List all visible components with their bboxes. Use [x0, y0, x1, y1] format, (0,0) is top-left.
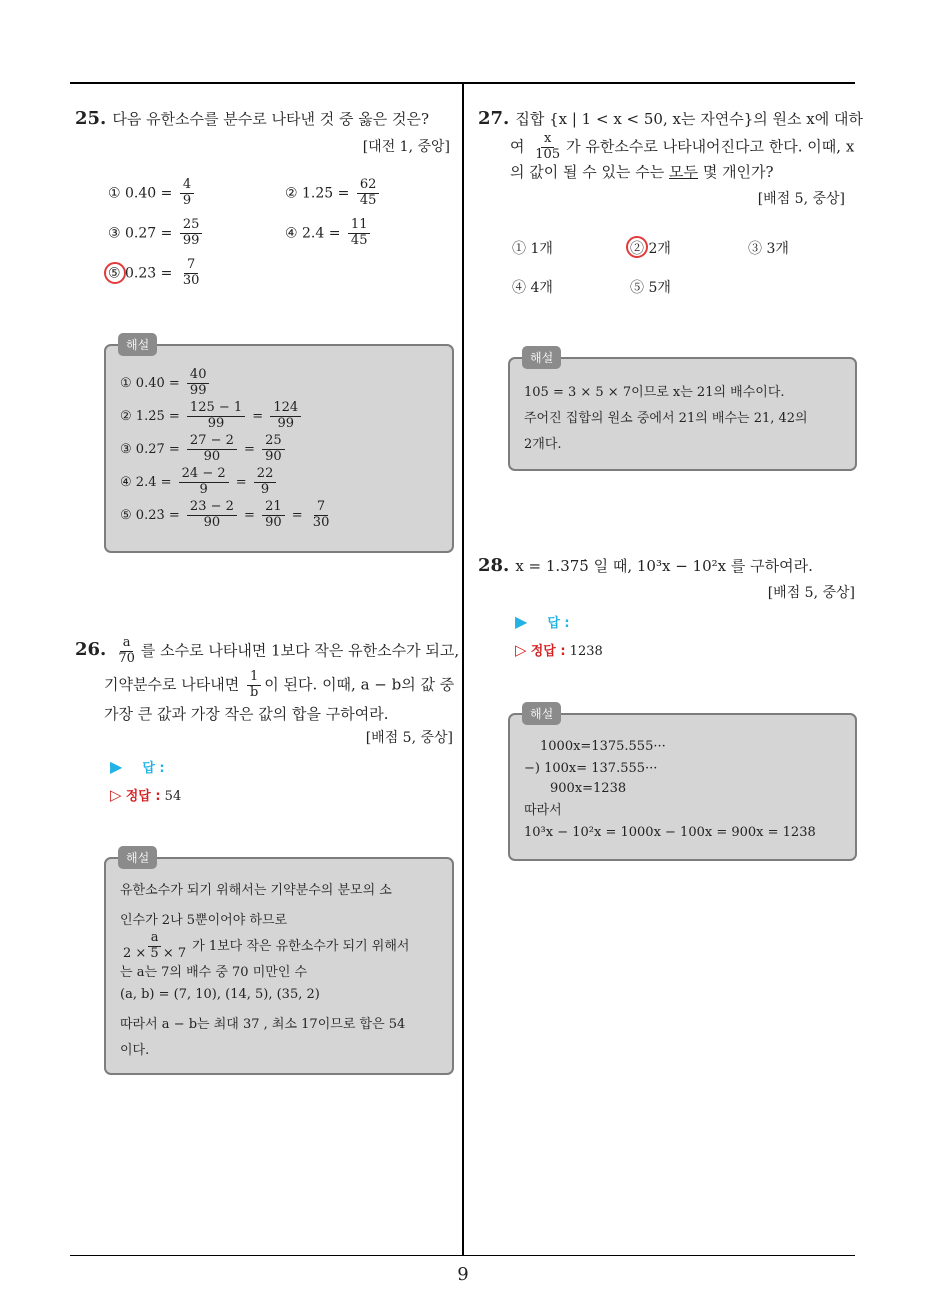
q25-solution-label: 해설 [118, 333, 157, 356]
q27-choice-1[interactable]: ① 1개 [512, 241, 553, 257]
q28-sol-line-4: 따라서 [524, 803, 562, 818]
column-divider [462, 82, 464, 1256]
q25-sol-line-3: ③ 0.27̇ = $\frac{27 - 2}{90}$ = $\frac{25}{90}$ [120, 434, 288, 465]
q26-question-line-3: 가장 큰 값과 가장 작은 값의 합을 구하여라. [104, 705, 389, 723]
choice-mark: ④ [285, 225, 298, 242]
q27-question-line-3: 의 값이 될 수 있는 수는 모두 몇 개인가? [510, 163, 774, 181]
q26-sol-line-3: $\frac{a}{2 \times 5 \times 7}$ 가 1보다 작은 유한소수가 되기 위해서 [123, 930, 410, 961]
q27-choice-2[interactable]: ② 2개 [630, 241, 671, 257]
q27-solution-box [508, 357, 857, 471]
q26-answer-row[interactable]: ▶ 답 : [110, 757, 165, 776]
q27-choice-5[interactable]: ⑤ 5개 [630, 280, 671, 296]
q25-choice-1[interactable] [108, 178, 197, 209]
q26-meta: [배점 5, 중상] [365, 730, 453, 746]
q28-sol-line-2: −) 100x= 137.555··· [524, 761, 658, 776]
q26-number: 26. [75, 639, 107, 661]
triangle-filled-icon: ▶ [515, 612, 528, 631]
q28-question: 28. x = 1.375̇ 일 때, 10³x − 10²x 를 구하여라. [478, 555, 813, 576]
q25-sol-line-1: ① 0.4̇0̇ = $\frac{40}{99}$ [120, 368, 212, 399]
q27-choice-4[interactable]: ④ 4개 [512, 280, 553, 296]
q28-sol-line-1: 1000x=1375.555··· [540, 739, 666, 754]
bottom-rule [70, 1255, 855, 1256]
q25-sol-line-4: ④ 2.4̇ = $\frac{24 - 2}{9}$ = $\frac{22}{9}$ [120, 467, 279, 498]
q26-sol-line-6: 따라서 a − b는 최대 37 , 최소 17이므로 합은 54 [120, 1017, 406, 1032]
correct-answer-circle-icon [104, 262, 126, 284]
q26-sol-line-5: (a, b) = (7, 10), (14, 5), (35, 2) [120, 987, 320, 1002]
choice-lhs: 2.4̇ = [302, 225, 341, 242]
choice-lhs: 0.4̇0̇ = [125, 185, 173, 202]
q27-sol-line-3: 2개다. [524, 437, 562, 452]
q28-sol-line-3: 900x=1238 [550, 781, 627, 796]
q27-question-line-2: 여 $\frac{x}{105}$ 가 유한소수로 나타내어진다고 한다. 이때, x [510, 131, 855, 162]
choice-mark: ② [285, 185, 298, 202]
q26-sol-line-2: 인수가 2나 5뿐이어야 하므로 [120, 913, 288, 928]
page-number: 9 [457, 1264, 469, 1285]
q26-sol-line-1: 유한소수가 되기 위해서는 기약분수의 분모의 소 [120, 883, 392, 898]
q26-question-line-1: 26. $\frac{a}{70}$ 를 소수로 나타내면 1보다 작은 유한소수가 되고, [75, 635, 460, 666]
q27-sol-line-1: 105 = 3 × 5 × 7이므로 x는 21의 배수이다. [524, 385, 785, 400]
q27-number: 27. [478, 108, 510, 129]
q25-sol-line-5: ⑤ 0.23̇ = $\frac{23 - 2}{90}$ = $\frac{21}{90}$ = $\frac{7}{30}$ [120, 499, 330, 530]
q26-question-line-2: 기약분수로 나타내면 $\frac{1}{b}$ 이 된다. 이때, a − b의 값 중 [104, 669, 455, 700]
q28-answer-row[interactable]: ▶ 답 : [515, 612, 570, 631]
fraction: $\frac{62}{45}$ [357, 178, 380, 209]
correct-answer-circle-icon [626, 236, 648, 258]
choice-lhs: 0.27̇ = [125, 225, 173, 242]
q26-solution-box [104, 857, 454, 1075]
choice-lhs: 1.2̇5̇ = [302, 185, 350, 202]
q25-text: 다음 유한소수를 분수로 나타낸 것 중 옳은 것은? [112, 110, 430, 128]
q26-solution-label: 해설 [118, 846, 157, 869]
choice-mark: ⑤ [108, 265, 121, 282]
q28-number: 28. [478, 555, 510, 576]
q28-solution-label: 해설 [522, 702, 561, 725]
fraction: $\frac{4}{9}$ [180, 178, 194, 209]
q25-number: 25. [75, 108, 107, 129]
q28-correct-answer: ▷ 정답 : 1238 [515, 641, 603, 659]
fraction: $\frac{25}{99}$ [180, 218, 203, 249]
q25-choice-2[interactable] [285, 178, 382, 209]
q25-choice-4[interactable] [285, 218, 373, 249]
q25-choice-3[interactable] [108, 218, 205, 249]
fraction: $\frac{7}{30}$ [182, 257, 200, 288]
fraction: $\frac{11}{45}$ [348, 218, 371, 249]
q27-meta: [배점 5, 중상] [757, 191, 845, 207]
q26-sol-line-4: 는 a는 7의 배수 중 70 미만인 수 [120, 965, 308, 980]
q28-sol-line-5: 10³x − 10²x = 1000x − 100x = 900x = 1238 [524, 825, 816, 840]
q25-question [75, 105, 429, 133]
choice-mark: ① [108, 185, 121, 202]
q25-sol-line-2: ② 1.2̇5̇ = $\frac{125 - 1}{99}$ = $\frac{124}{99}$ [120, 401, 304, 432]
triangle-filled-icon: ▶ [110, 757, 123, 776]
q26-correct-answer: ▷ 정답 : 54 [110, 786, 182, 804]
q25-solution-box [104, 344, 454, 553]
q28-solution-box [508, 713, 857, 861]
choice-mark: ③ [108, 225, 121, 242]
q27-sol-line-2: 주어진 집합의 원소 중에서 21의 배수는 21, 42의 [524, 411, 808, 426]
triangle-outline-icon: ▷ [515, 641, 527, 659]
q26-sol-line-7: 이다. [120, 1043, 150, 1058]
triangle-outline-icon: ▷ [110, 786, 122, 804]
q27-choice-3[interactable]: ③ 3개 [748, 241, 789, 257]
q25-meta: [대전 1, 중앙] [362, 139, 450, 155]
q27-solution-label: 해설 [522, 346, 561, 369]
q27-question-line-1: 27. 집합 {x | 1 < x < 50, x는 자연수}의 원소 x에 대하 [478, 108, 863, 129]
q28-meta: [배점 5, 중상] [767, 585, 855, 601]
choice-lhs: 0.23̇ = [125, 265, 173, 282]
